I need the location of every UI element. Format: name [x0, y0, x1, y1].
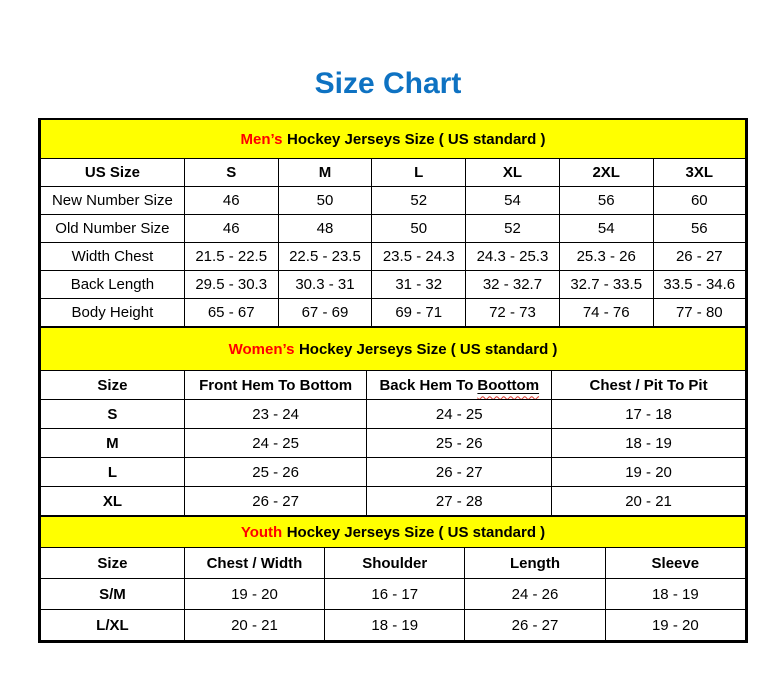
column-header: Size — [41, 548, 185, 579]
youth-section-title-black: Hockey Jerseys Size ( US standard ) — [286, 523, 546, 541]
row-label: Body Height — [41, 299, 185, 327]
table-cell: 56 — [653, 215, 745, 243]
youth-section-title-red: Youth — [240, 523, 283, 541]
row-label: Back Length — [41, 271, 185, 299]
column-header: 3XL — [653, 159, 745, 187]
womens-section-title — [41, 328, 746, 371]
column-header: Front Hem To Bottom — [184, 371, 367, 400]
table-row — [41, 187, 746, 215]
column-header-text: Back Hem To — [379, 376, 474, 394]
table-cell: 23.5 - 24.3 — [372, 243, 466, 271]
mens-section-title — [41, 120, 746, 159]
table-cell: 26 - 27 — [653, 243, 745, 271]
table-cell: 31 - 32 — [372, 271, 466, 299]
table-cell: 30.3 - 31 — [278, 271, 372, 299]
womens-size-table — [40, 327, 746, 516]
row-label: L/XL — [41, 610, 185, 641]
table-cell: 21.5 - 22.5 — [184, 243, 278, 271]
table-cell: 19 - 20 — [184, 579, 324, 610]
column-header: US Size — [41, 159, 185, 187]
table-cell: 18 - 19 — [605, 579, 745, 610]
table-row — [41, 299, 746, 327]
table-row — [41, 271, 746, 299]
table-row — [41, 400, 746, 429]
row-label: S — [41, 400, 185, 429]
column-header: L — [372, 159, 466, 187]
column-header: M — [278, 159, 372, 187]
table-cell: 24.3 - 25.3 — [466, 243, 560, 271]
column-header: Chest / Width — [184, 548, 324, 579]
table-cell: 18 - 19 — [552, 429, 746, 458]
table-cell: 20 - 21 — [184, 610, 324, 641]
table-row — [41, 243, 746, 271]
table-row — [41, 548, 746, 579]
table-cell: 46 — [184, 187, 278, 215]
table-cell: 48 — [278, 215, 372, 243]
table-cell: 19 - 20 — [552, 458, 746, 487]
mens-size-table — [40, 120, 746, 327]
table-cell: 65 - 67 — [184, 299, 278, 327]
table-cell: 54 — [466, 187, 560, 215]
table-cell: 19 - 20 — [605, 610, 745, 641]
row-label: M — [41, 429, 185, 458]
row-label: New Number Size — [41, 187, 185, 215]
table-cell: 23 - 24 — [184, 400, 367, 429]
table-cell: 52 — [372, 187, 466, 215]
youth-size-table — [40, 516, 746, 641]
table-row — [41, 429, 746, 458]
row-label: XL — [41, 487, 185, 516]
mens-section-title-red: Men’s — [240, 130, 283, 148]
table-cell: 27 - 28 — [367, 487, 552, 516]
table-cell: 18 - 19 — [325, 610, 465, 641]
table-cell: 16 - 17 — [325, 579, 465, 610]
table-cell: 26 - 27 — [184, 487, 367, 516]
table-row — [41, 517, 746, 548]
table-cell: 17 - 18 — [552, 400, 746, 429]
table-cell: 72 - 73 — [466, 299, 560, 327]
table-row — [41, 487, 746, 516]
table-cell: 22.5 - 23.5 — [278, 243, 372, 271]
table-cell: 52 — [466, 215, 560, 243]
table-row — [41, 328, 746, 371]
table-cell: 32.7 - 33.5 — [559, 271, 653, 299]
table-cell: 26 - 27 — [465, 610, 605, 641]
row-label: Width Chest — [41, 243, 185, 271]
table-cell: 60 — [653, 187, 745, 215]
table-cell: 69 - 71 — [372, 299, 466, 327]
column-header: Length — [465, 548, 605, 579]
table-row — [41, 159, 746, 187]
table-row — [41, 610, 746, 641]
column-header: XL — [466, 159, 560, 187]
womens-section-title-black: Hockey Jerseys Size ( US standard ) — [298, 340, 558, 358]
column-header: 2XL — [559, 159, 653, 187]
table-row — [41, 371, 746, 400]
table-cell: 54 — [559, 215, 653, 243]
table-cell: 33.5 - 34.6 — [653, 271, 745, 299]
table-row — [41, 458, 746, 487]
table-cell: 20 - 21 — [552, 487, 746, 516]
table-cell: 50 — [372, 215, 466, 243]
table-cell: 24 - 25 — [367, 400, 552, 429]
row-label: Old Number Size — [41, 215, 185, 243]
table-cell: 25 - 26 — [184, 458, 367, 487]
womens-section-title-red: Women’s — [228, 340, 295, 358]
size-chart-tables — [38, 118, 748, 643]
column-header: Chest / Pit To Pit — [552, 371, 746, 400]
table-cell: 25 - 26 — [367, 429, 552, 458]
table-cell: 32 - 32.7 — [466, 271, 560, 299]
table-cell: 50 — [278, 187, 372, 215]
table-cell: 74 - 76 — [559, 299, 653, 327]
table-row — [41, 579, 746, 610]
column-header: Sleeve — [605, 548, 745, 579]
table-cell: 25.3 - 26 — [559, 243, 653, 271]
row-label: L — [41, 458, 185, 487]
table-cell: 77 - 80 — [653, 299, 745, 327]
column-header-back-hem — [367, 371, 552, 400]
page-title: Size Chart — [314, 67, 462, 100]
table-row — [41, 120, 746, 159]
table-cell: 26 - 27 — [367, 458, 552, 487]
youth-section-title — [41, 517, 746, 548]
table-cell: 46 — [184, 215, 278, 243]
misspelled-word: Boottom — [477, 376, 540, 394]
column-header: Shoulder — [325, 548, 465, 579]
mens-section-title-black: Hockey Jerseys Size ( US standard ) — [287, 130, 546, 148]
table-cell: 56 — [559, 187, 653, 215]
table-cell: 24 - 25 — [184, 429, 367, 458]
column-header: Size — [41, 371, 185, 400]
row-label: S/M — [41, 579, 185, 610]
table-cell: 24 - 26 — [465, 579, 605, 610]
table-cell: 67 - 69 — [278, 299, 372, 327]
column-header: S — [184, 159, 278, 187]
table-cell: 29.5 - 30.3 — [184, 271, 278, 299]
table-row — [41, 215, 746, 243]
